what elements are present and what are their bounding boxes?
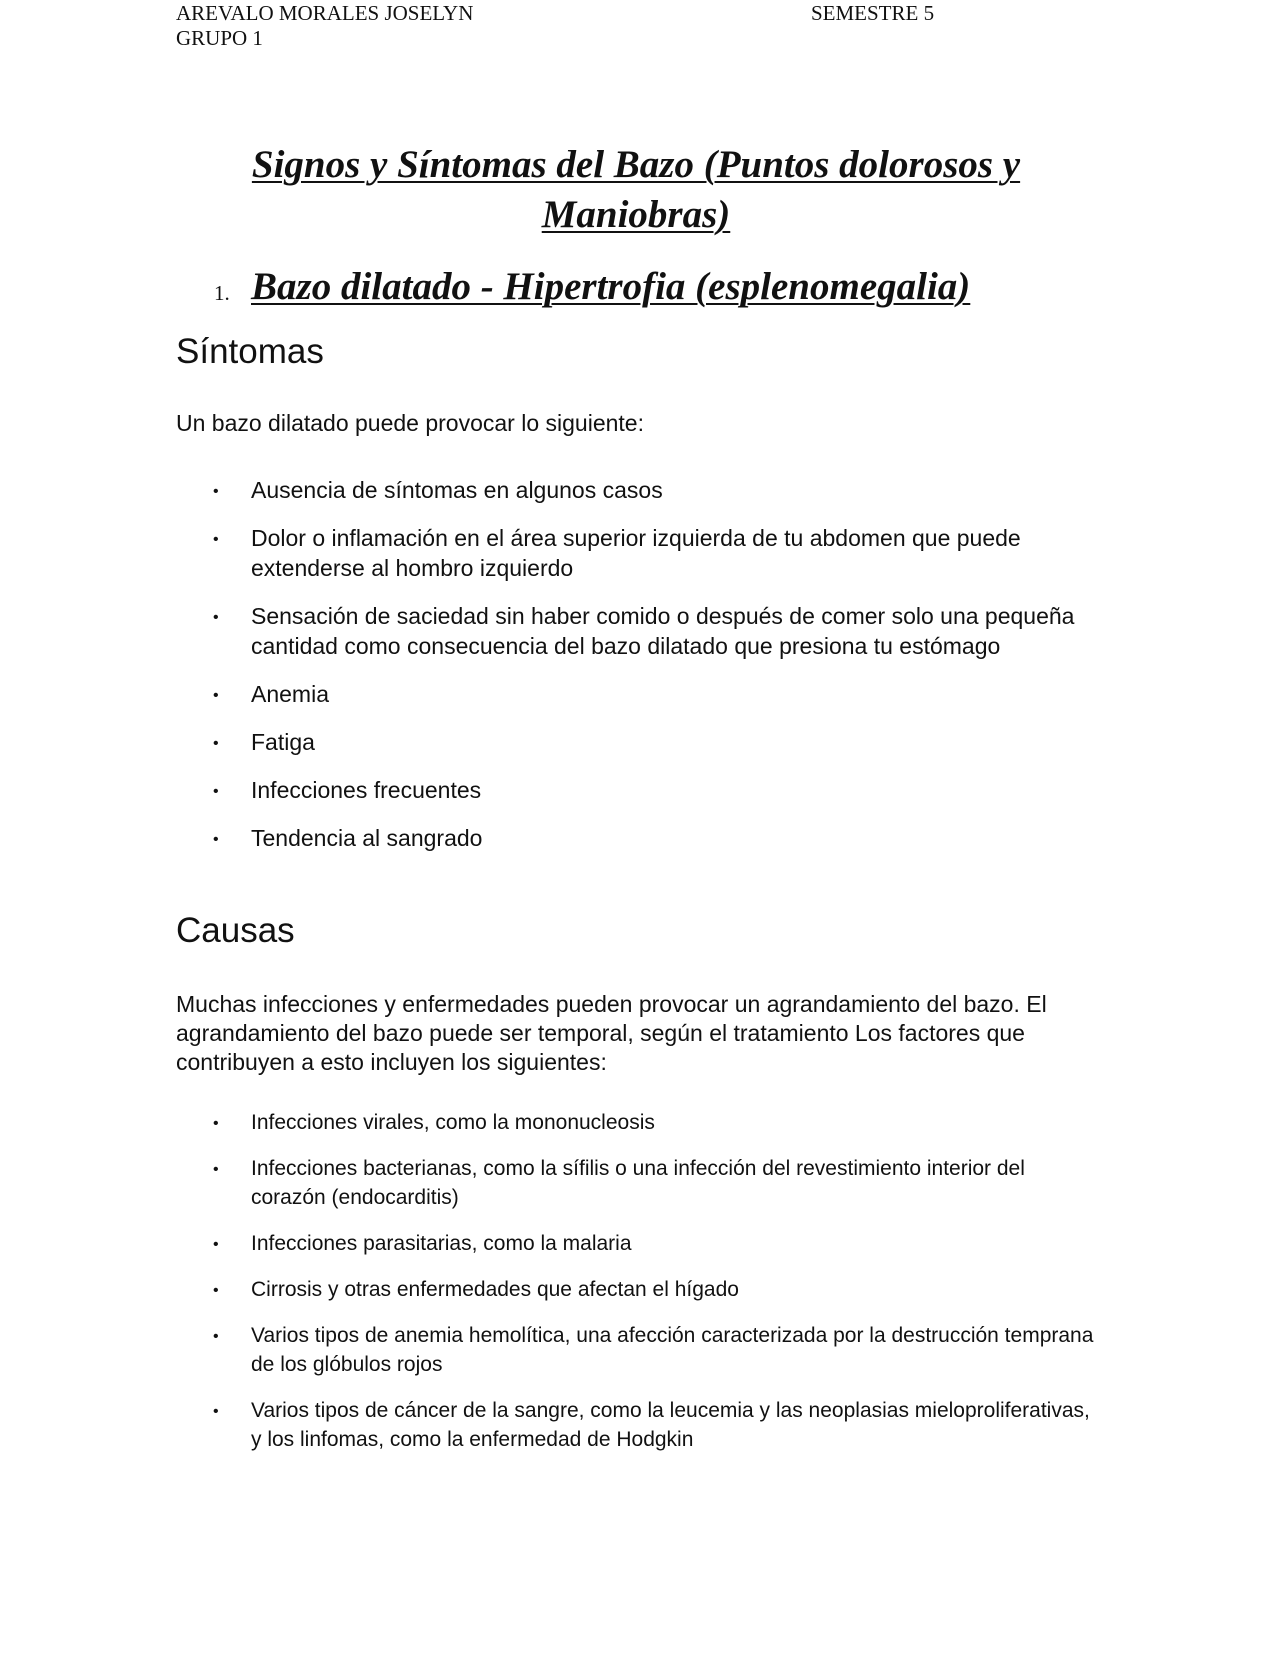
list-item: • Anemia	[0, 679, 1101, 709]
causas-heading: Causas	[176, 911, 295, 950]
list-item: • Dolor o inflamación en el área superior izquierda de tu abdomen que puede extenderse al hombro izquierdo	[213, 525, 1021, 581]
bullet-icon: •	[213, 1403, 219, 1420]
section-heading: Bazo dilatado - Hipertrofia (esplenomegalia)	[251, 265, 971, 308]
bullet-icon: •	[213, 1161, 219, 1178]
list-item: • Cirrosis y otras enfermedades que afectan el hígado	[0, 1275, 1101, 1304]
bullet-icon: •	[213, 1328, 219, 1345]
bullet-icon: •	[213, 609, 219, 626]
list-item: • Tendencia al sangrado	[0, 823, 1101, 853]
list-item: • Fatiga	[0, 727, 1101, 757]
causas-list	[0, 1108, 1101, 1471]
bullet-icon: •	[213, 735, 219, 752]
bullet-icon: •	[213, 531, 219, 548]
list-item: • Infecciones virales, como la mononucleosis	[0, 1108, 1101, 1137]
header-group: GRUPO 1	[176, 26, 263, 50]
sintomas-list	[0, 475, 1101, 871]
list-item: • Ausencia de síntomas en algunos casos	[0, 475, 1101, 505]
list-item: • Infecciones parasitarias, como la malaria	[0, 1229, 1101, 1258]
bullet-icon: •	[213, 483, 219, 500]
bullet-icon: •	[213, 1282, 219, 1299]
causas-intro: Muchas infecciones y enfermedades pueden provocar un agrandamiento del bazo. El agrandamiento del bazo puede ser temporal, según el tratamiento Los factores que contribuyen a esto incluyen los siguientes:	[176, 991, 1047, 1075]
header-author-name: AREVALO MORALES JOSELYN	[176, 1, 474, 25]
bullet-icon: •	[213, 831, 219, 848]
bullet-icon: •	[213, 783, 219, 800]
bullet-icon: •	[213, 1115, 219, 1132]
list-item: • Sensación de saciedad sin haber comido o después de comer solo una pequeña cantidad como consecuencia del bazo dilatado que presiona tu estómago	[213, 603, 1075, 659]
bullet-icon: •	[213, 687, 219, 704]
list-item: • Infecciones frecuentes	[0, 775, 1101, 805]
bullet-icon: •	[213, 1236, 219, 1253]
list-item: • Varios tipos de cáncer de la sangre, como la leucemia y las neoplasias mieloproliferativas, y los linfomas, como la enfermedad de Hodgkin	[213, 1399, 1090, 1451]
sintomas-heading: Síntomas	[176, 332, 324, 371]
sintomas-intro: Un bazo dilatado puede provocar lo siguiente:	[176, 410, 644, 436]
header-semester: SEMESTRE 5	[811, 1, 935, 25]
list-item: • Varios tipos de anemia hemolítica, una afección caracterizada por la destrucción temprana de los glóbulos rojos	[213, 1324, 1094, 1376]
list-item: • Infecciones bacterianas, como la sífilis o una infección del revestimiento interior del corazón (endocarditis)	[213, 1157, 1025, 1209]
section-number: 1.	[214, 281, 230, 305]
document-title: Signos y Síntomas del Bazo (Puntos dolorosos y Maniobras)	[251, 143, 1021, 236]
